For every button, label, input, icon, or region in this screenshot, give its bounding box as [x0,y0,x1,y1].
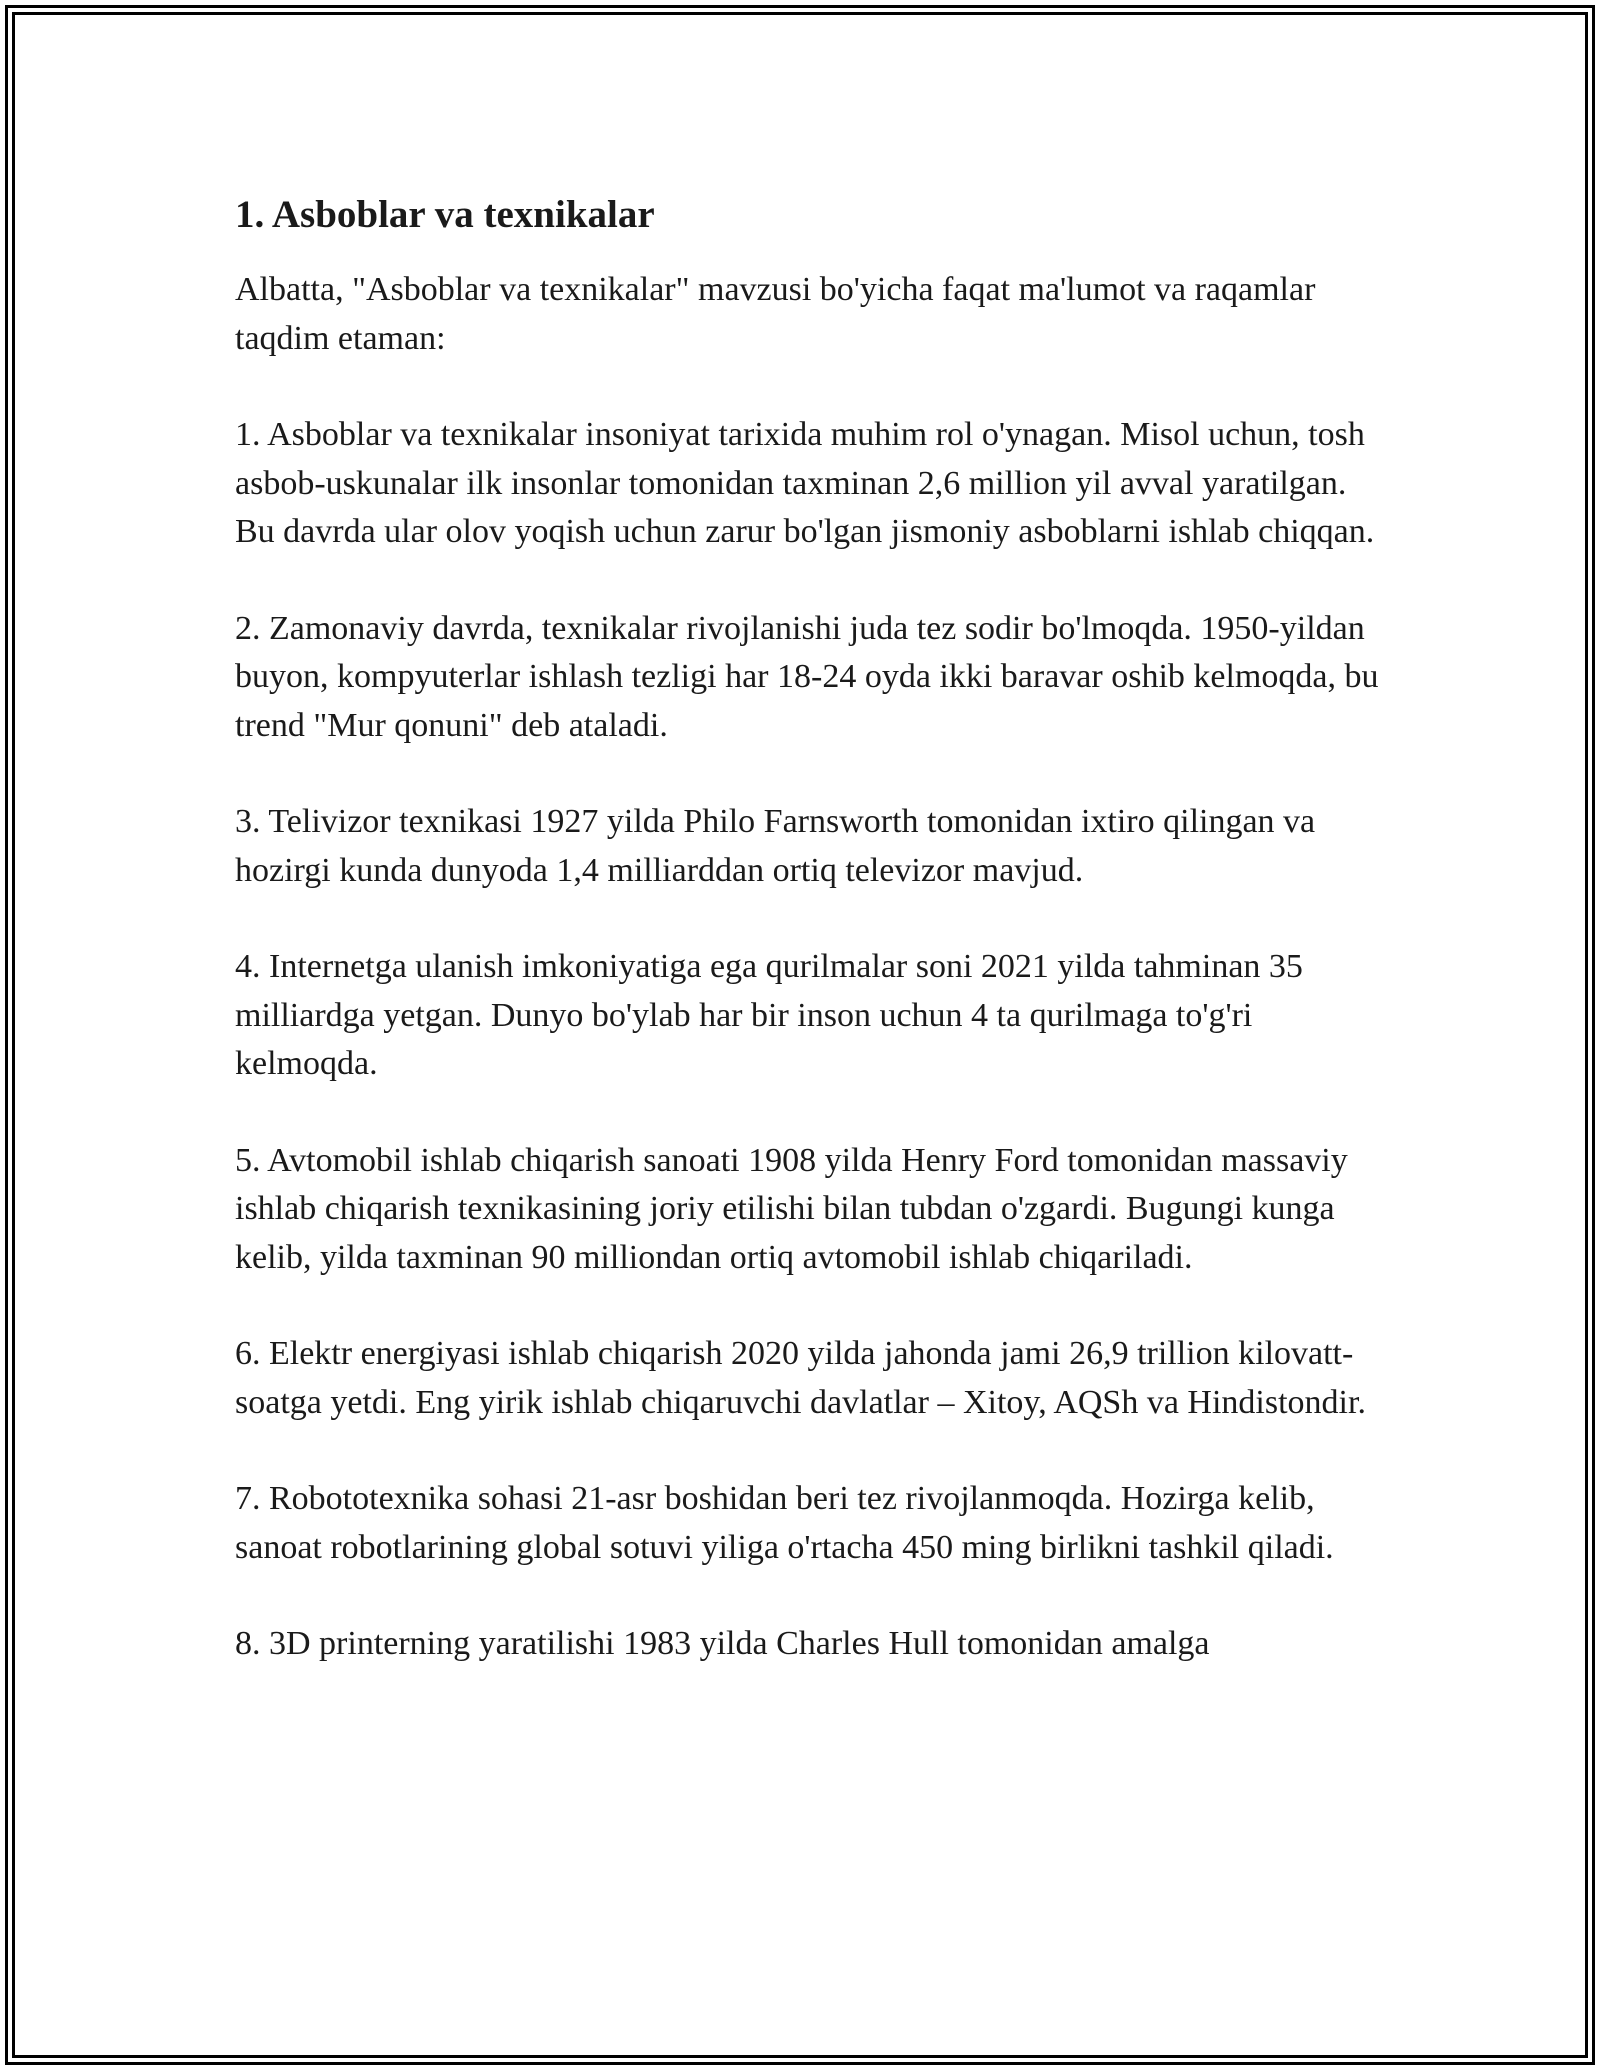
list-item-5: 5. Avtomobil ishlab chiqarish sanoati 1908 yilda Henry Ford tomonidan massaviy ishlab chiqarish texnikasining joriy etilishi bilan tubdan o'zgardi. Bugungi kunga kelib, yilda taxminan 90 milliondan ortiq avtomobil ishlab chiqariladi. [235,1141,1348,1276]
list-item-7: 7. Robototexnika sohasi 21-asr boshidan beri tez rivojlanmoqda. Hozirga kelib, sanoat robotlarining global sotuvi yiliga o'rtacha 450 ming birlikni tashkil qiladi. [235,1480,1334,1566]
list-item-8: 8. 3D printerning yaratilishi 1983 yilda Charles Hull tomonidan amalga [235,1625,1210,1662]
list-item-1: 1. Asboblar va texnikalar insoniyat tarixida muhim rol o'ynagan. Misol uchun, tosh asbob-uskunalar ilk insonlar tomonidan taxminan 2,6 million yil avval yaratilgan. Bu davrda ular olov yoqish uchun zarur bo'lgan jismoniy asboblarni ishlab chiqqan. [235,416,1375,550]
section-heading: 1. Asboblar va texnikalar [235,193,655,236]
list-item-2: 2. Zamonaviy davrda, texnikalar rivojlanishi juda tez sodir bo'lmoqda. 1950-yildan buyon, kompyuterlar ishlash tezligi har 18-24 oyda ikki baravar oshib kelmoqda, bu trend "Mur qonuni" deb ataladi. [235,609,1379,744]
list-item-6: 6. Elektr energiyasi ishlab chiqarish 2020 yilda jahonda jami 26,9 trillion kilovatt-soatga yetdi. Eng yirik ishlab chiqaruvchi davlatlar – Xitoy, AQSh va Hindistondir. [235,1335,1366,1421]
list-item-3: 3. Telivizor texnikasi 1927 yilda Philo Farnsworth tomonidan ixtiro qilingan va hozirgi kunda dunyoda 1,4 milliarddan ortiq televizor mavjud. [235,803,1316,889]
document-body [235,186,1380,1717]
list-item-4: 4. Internetga ulanish imkoniyatiga ega qurilmalar soni 2021 yilda tahminan 35 milliardga yetgan. Dunyo bo'ylab har bir inson uchun 4 ta qurilmaga to'g'ri kelmoqda. [235,948,1303,1082]
intro-paragraph: Albatta, "Asboblar va texnikalar" mavzusi bo'yicha faqat ma'lumot va raqamlar taqdim etaman: [235,271,1316,357]
